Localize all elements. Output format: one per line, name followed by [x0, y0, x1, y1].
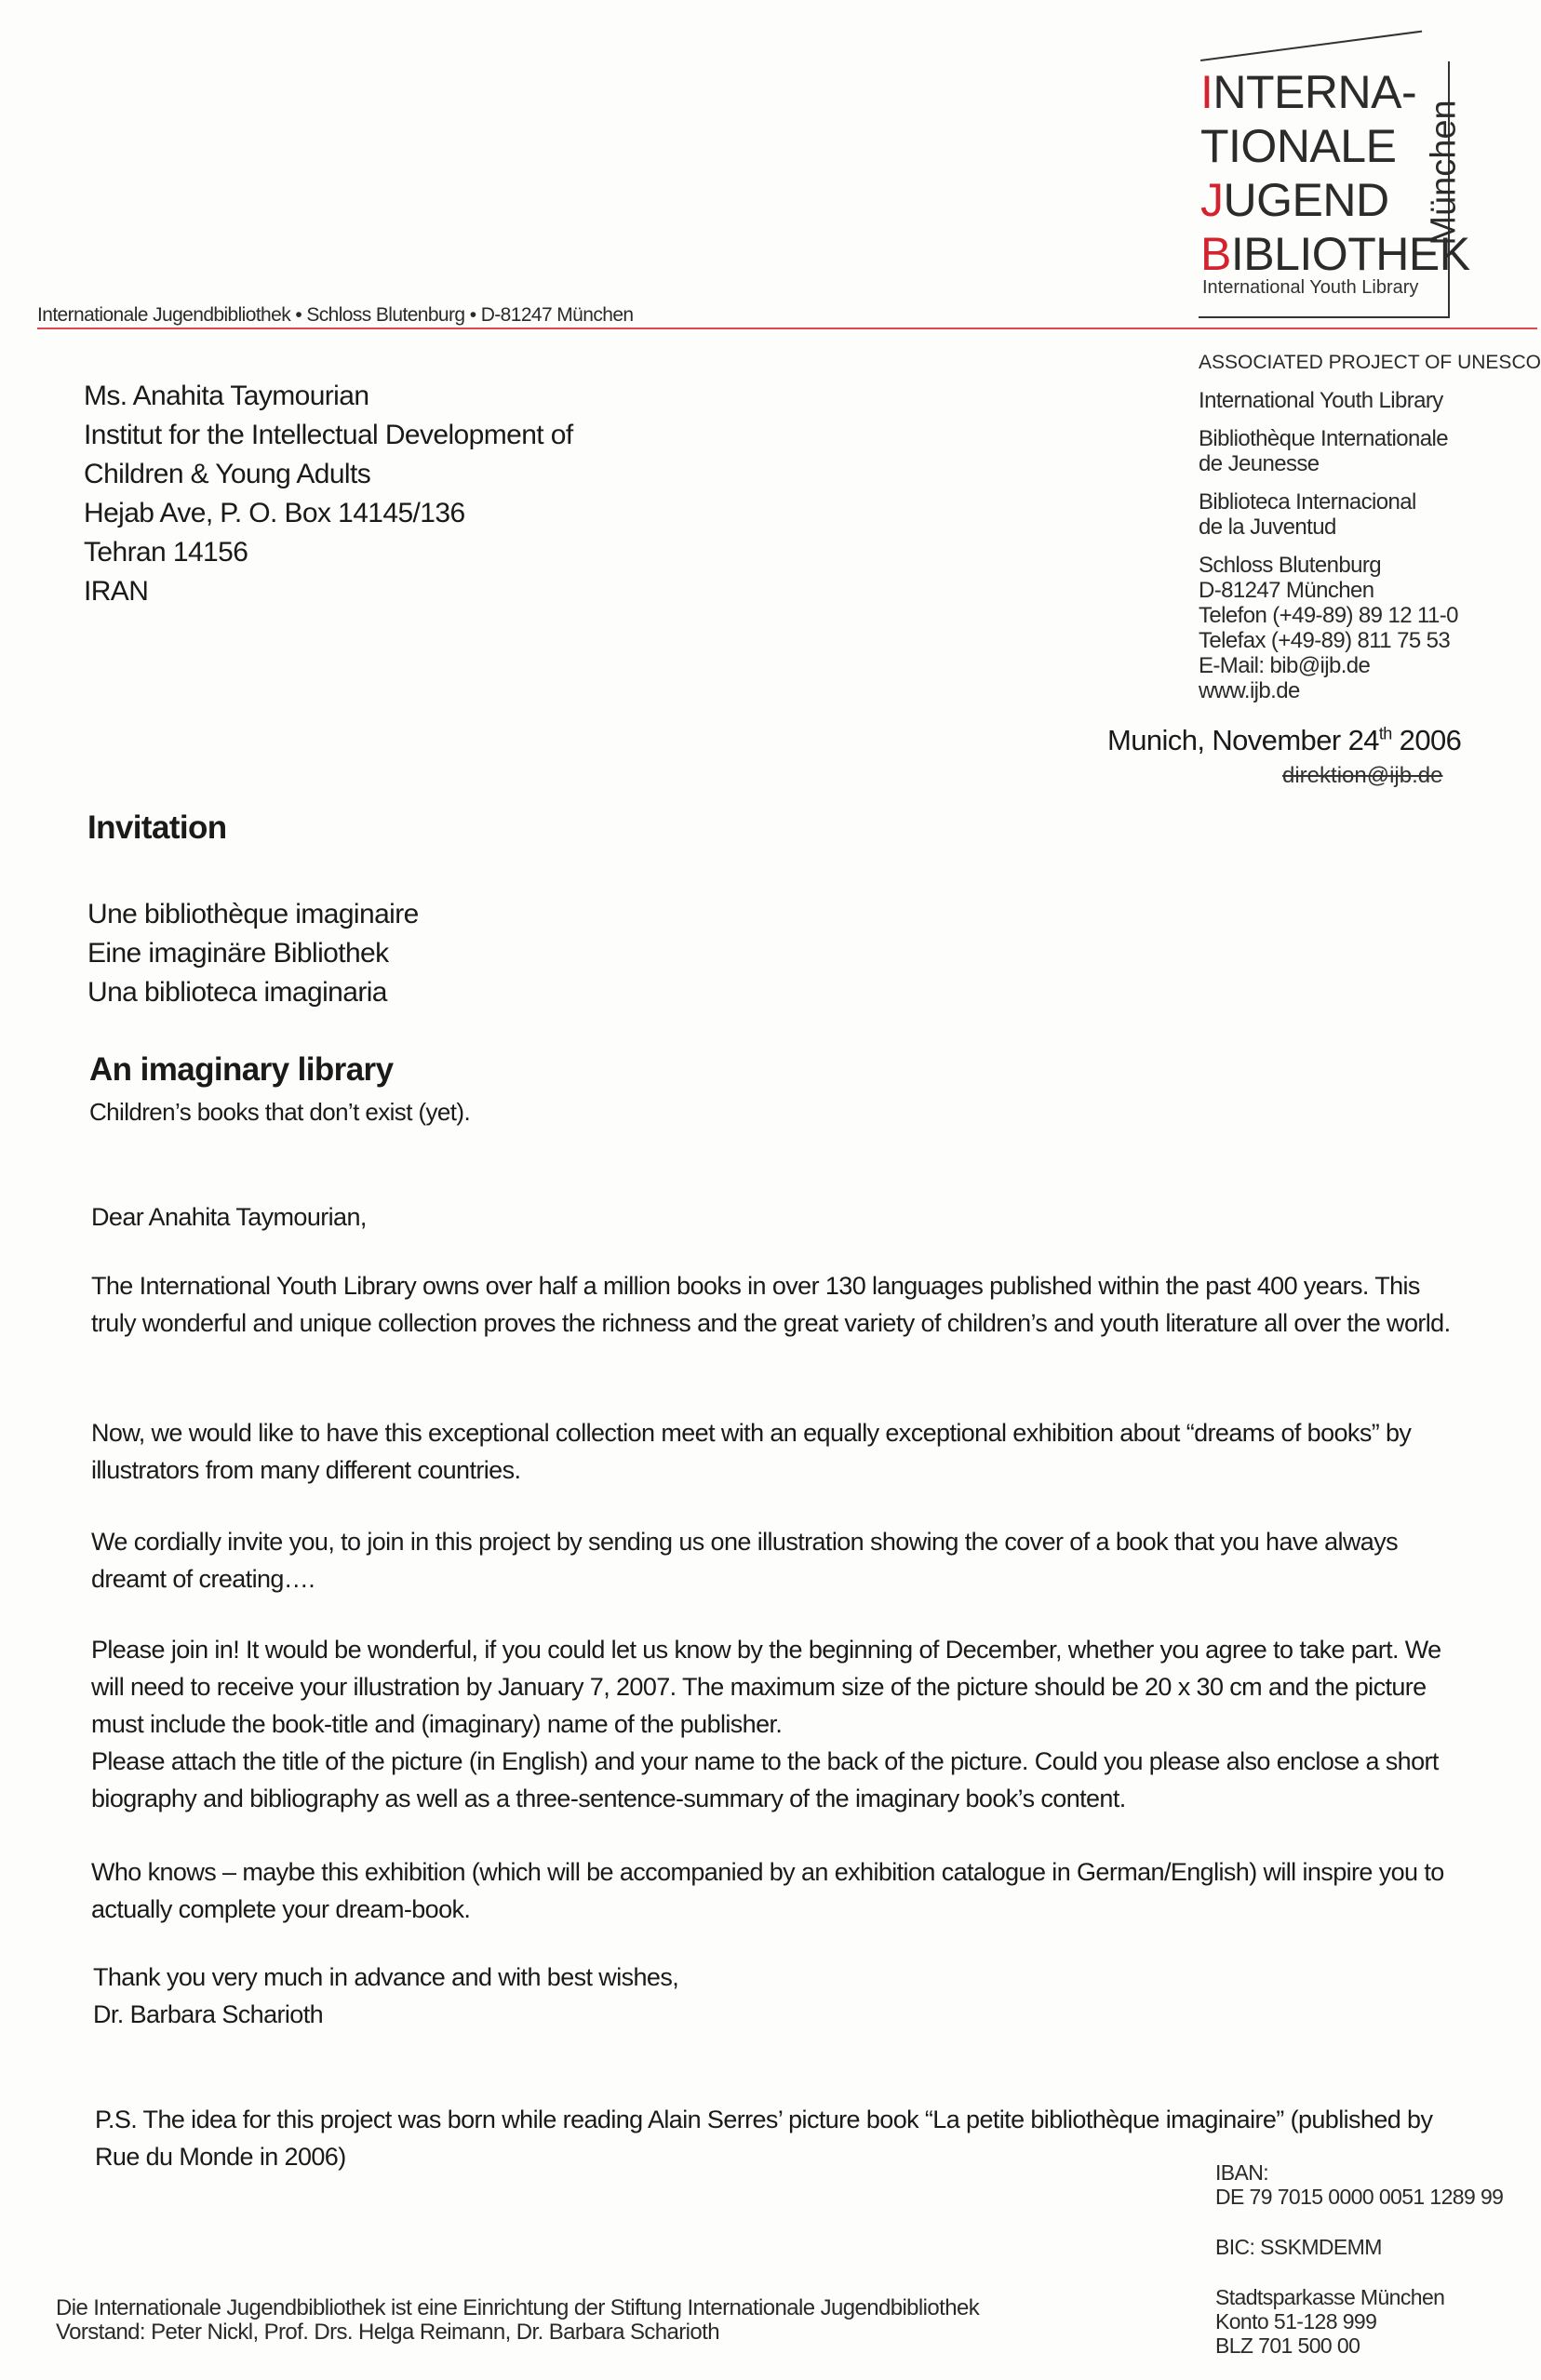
- sender-address-line: Internationale Jugendbibliothek • Schloss Blutenburg • D-81247 München: [37, 304, 634, 326]
- logo-vertical-city: München: [1424, 100, 1464, 246]
- struck-email: direktion@ijb.de: [1282, 763, 1443, 788]
- footer-line: Die Internationale Jugendbibliothek ist eine Einrichtung der Stiftung Internationale Jugendbibliothek: [56, 2295, 980, 2320]
- signatory-name: Dr. Barbara Scharioth: [93, 2000, 324, 2028]
- paragraph: The International Youth Library owns over half a million books in over 130 languages published within the past 400 years. This truly wonderful and unique collection proves the richness and the great variety of children’s and youth literature all over the world.: [91, 1272, 1451, 1337]
- letterhead-contact-column: [1199, 350, 1541, 716]
- logo-initial-b: B: [1200, 228, 1231, 280]
- name-spanish: Biblioteca Internacional de la Juventud: [1199, 489, 1416, 540]
- header-rule: [37, 328, 1537, 329]
- account-number: Konto 51-128 999: [1215, 2309, 1377, 2333]
- recipient-line: Institut for the Intellectual Development of: [84, 420, 573, 450]
- bank-details: [1215, 2160, 1503, 2358]
- paragraph: Please join in! It would be wonderful, if you could let us know by the beginning of December, whether you agree to take part. We will need to receive your illustration by January 7, 2007. The maximum size of the picture should be 20 x 30 cm and the picture must include the book-title and (imaginary) name of the publisher. Please attach the title of the picture (in English) and your name to the back of the picture. Could you please also enclose a short biography and bibliography as well as a three-sentence-summary of the imaginary book’s content.: [91, 1636, 1441, 1812]
- unesco-label: ASSOCIATED PROJECT OF UNESCO: [1199, 352, 1541, 373]
- letter-heading: Invitation: [87, 809, 227, 846]
- bank-code: BLZ 701 500 00: [1215, 2333, 1360, 2358]
- recipient-address: [84, 377, 573, 611]
- footer-line: Vorstand: Peter Nickl, Prof. Drs. Helga Reimann, Dr. Barbara Scharioth: [56, 2320, 719, 2345]
- project-tagline: Children’s books that don’t exist (yet).: [89, 1098, 471, 1126]
- project-title-english: An imaginary library: [89, 1051, 394, 1088]
- institution-logo: [1199, 17, 1470, 301]
- title-german: Eine imaginäre Bibliothek: [87, 938, 389, 969]
- website-link[interactable]: www.ijb.de: [1199, 678, 1300, 703]
- recipient-line: Hejab Ave, P. O. Box 14145/136: [84, 498, 465, 528]
- email-link[interactable]: E-Mail: bib@ijb.de: [1199, 653, 1371, 678]
- name-english: International Youth Library: [1199, 388, 1443, 413]
- iban-label: IBAN:: [1215, 2160, 1269, 2185]
- letter-date: Munich, November 24th 2006: [1107, 724, 1462, 756]
- logo-initial-j: J: [1200, 174, 1224, 226]
- paragraph: Now, we would like to have this exceptional collection meet with an equally exceptional exhibition about “dreams of books” by illustrators from many different countries.: [91, 1419, 1412, 1484]
- name-french: Bibliothèque Internationale de Jeunesse: [1199, 426, 1449, 476]
- salutation: Dear Anahita Taymourian,: [91, 1203, 367, 1231]
- logo-slash: [1200, 31, 1422, 61]
- recipient-name: Ms. Anahita Taymourian: [84, 381, 369, 411]
- closing-phrase: Thank you very much in advance and with best wishes,: [93, 1963, 679, 1991]
- title-french: Une bibliothèque imaginaire: [87, 899, 419, 929]
- paragraph: We cordially invite you, to join in this project by sending us one illustration showing the cover of a book that you have always dreamt of creating….: [91, 1528, 1399, 1593]
- logo-initial-i: I: [1200, 66, 1213, 118]
- bank-name: Stadtsparkasse München: [1215, 2285, 1445, 2309]
- iban-value: DE 79 7015 0000 0051 1289 99: [1215, 2185, 1504, 2209]
- logo-subtitle: International Youth Library: [1202, 277, 1419, 298]
- bic: BIC: SSKMDEMM: [1215, 2235, 1382, 2259]
- logo-wordmark: INTERNA- TIONALE JUGEND BIBLIOTHEK: [1200, 66, 1470, 280]
- recipient-line: Children & Young Adults: [84, 459, 371, 489]
- postscript: P.S. The idea for this project was born while reading Alain Serres’ picture book “La petite bibliothèque imaginaire” (published by Rue du Monde in 2006): [95, 2106, 1433, 2171]
- closing: [93, 1959, 678, 2033]
- recipient-line: Tehran 14156: [84, 537, 248, 568]
- project-titles: [87, 895, 419, 1012]
- paragraph: Who knows – maybe this exhibition (which will be accompanied by an exhibition catalogue in German/English) will inspire you to actually complete your dream-book.: [91, 1858, 1444, 1923]
- contact-address: Schloss Blutenburg D-81247 München Telefon (+49-89) 89 12 11-0 Telefax (+49-89) 811 75 53 E-Mail: bib@ijb.de www.ijb.de: [1199, 553, 1541, 703]
- letter-footer: [56, 2296, 979, 2345]
- recipient-country: IRAN: [84, 576, 149, 607]
- title-spanish: Una biblioteca imaginaria: [87, 977, 387, 1008]
